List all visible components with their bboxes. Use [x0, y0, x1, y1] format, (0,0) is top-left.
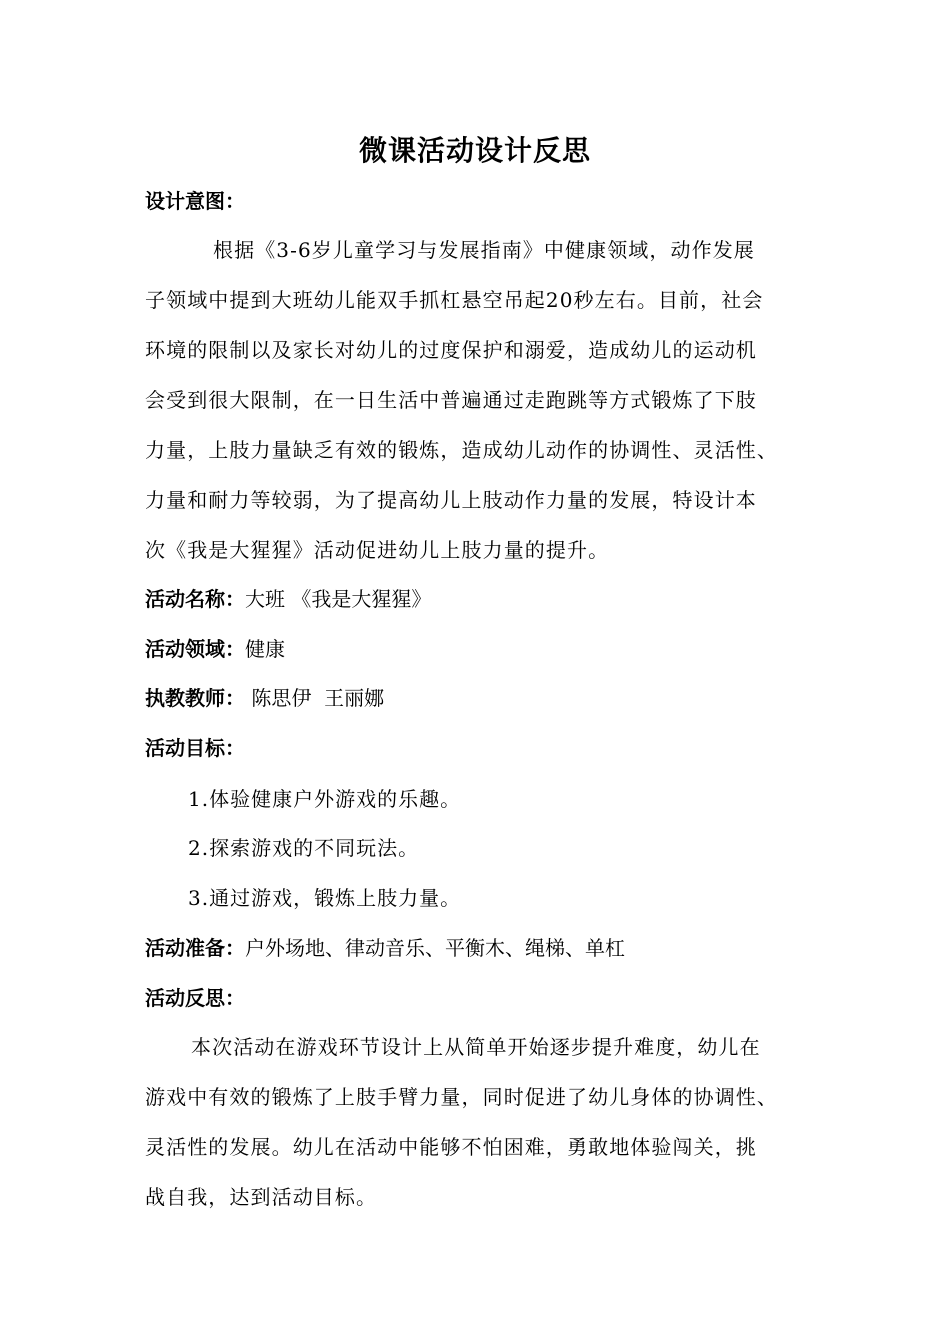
- paragraph-line: 本次活动在游戏环节设计上从简单开始逐步提升难度，幼儿在: [191, 1035, 761, 1059]
- paragraph-line: 战自我，达到活动目标。: [145, 1185, 378, 1209]
- goal-item: 3.通过游戏，锻炼上肢力量。: [188, 886, 462, 910]
- teachers-label: 执教教师：: [145, 686, 245, 710]
- design-intent-heading: 设计意图：: [145, 189, 245, 213]
- paragraph-line: 力量，上肢力量缺乏有效的锻炼，造成幼儿动作的协调性、灵活性、: [145, 438, 778, 462]
- reflection-heading: 活动反思：: [145, 986, 245, 1010]
- activity-domain-value: 健康: [245, 637, 285, 661]
- preparation-label: 活动准备：: [145, 936, 245, 960]
- paragraph-line: 子领域中提到大班幼儿能双手抓杠悬空吊起20秒左右。目前，社会: [145, 288, 764, 312]
- activity-name-row: [145, 585, 431, 613]
- preparation-value: 户外场地、律动音乐、平衡木、绳梯、单杠: [245, 936, 625, 960]
- activity-name-value: 大班 《我是大猩猩》: [245, 587, 432, 611]
- activity-domain-row: [145, 635, 285, 663]
- activity-domain-label: 活动领域：: [145, 637, 245, 661]
- goal-item: 2.探索游戏的不同玩法。: [188, 836, 420, 860]
- paragraph-line: 力量和耐力等较弱，为了提高幼儿上肢动作力量的发展，特设计本: [145, 488, 757, 512]
- activity-name-label: 活动名称：: [145, 587, 245, 611]
- page-title: 微课活动设计反思: [358, 134, 591, 167]
- design-intent-paragraph: [145, 225, 825, 575]
- teachers-row: [145, 684, 384, 712]
- goals-heading: 活动目标：: [145, 736, 245, 760]
- paragraph-line: 会受到很大限制，在一日生活中普遍通过走跑跳等方式锻炼了下肢: [145, 388, 757, 412]
- paragraph-line: 次《我是大猩猩》活动促进幼儿上肢力量的提升。: [145, 538, 610, 562]
- paragraph-line: 灵活性的发展。幼儿在活动中能够不怕困难，勇敢地体验闯关，挑: [145, 1135, 757, 1159]
- paragraph-line: 环境的限制以及家长对幼儿的过度保护和溺爱，造成幼儿的运动机: [145, 338, 757, 362]
- paragraph-line: 根据《3-6岁儿童学习与发展指南》中健康领域，动作发展: [213, 238, 755, 262]
- goal-item: 1.体验健康户外游戏的乐趣。: [188, 787, 462, 811]
- teachers-value: 陈思伊 王丽娜: [245, 686, 385, 710]
- paragraph-line: 游戏中有效的锻炼了上肢手臂力量，同时促进了幼儿身体的协调性、: [145, 1085, 778, 1109]
- reflection-paragraph: [145, 1022, 825, 1222]
- preparation-row: [145, 934, 625, 962]
